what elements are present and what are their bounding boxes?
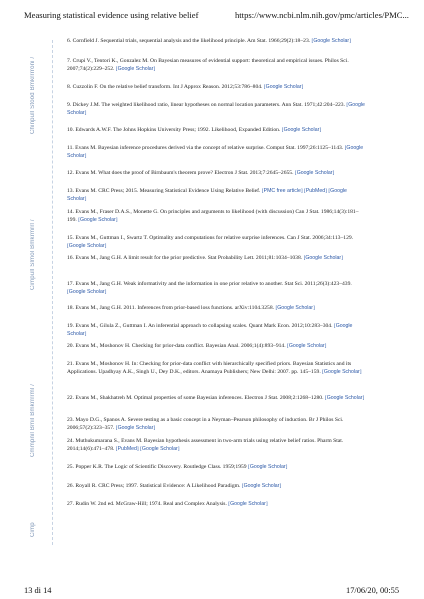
pubmed-link[interactable]: PubMed	[305, 188, 326, 194]
google-scholar-link[interactable]: Google Scholar	[243, 483, 280, 489]
reference-text: 18. Evans M., Jang G.H. 2011. Inferences from prior-based loss functions. arXiv:1104.3258.	[67, 305, 275, 311]
google-scholar-link[interactable]: Google Scholar	[265, 84, 302, 90]
browser-print-header	[0, 0, 424, 22]
reference-item: 23. Mayo D.G., Spanos A. Severe testing as a basic concept in a Neyman–Pearson philosophy of induction. Br J Philos Sci. 2006;57(2):323–357. [Google Scholar]	[67, 417, 344, 431]
reference-text: 26. Royall R. CRC Press; 1997. Statistical Evidence: A Likelihood Paradigm.	[67, 483, 241, 489]
reference-text: 20. Evans M., Moshonov H. Checking for prior-data conflict. Bayesian Anal. 2006;1(4):893–914.	[67, 343, 286, 349]
reference-item: 14. Evans M., Fraser D.A.S., Monette G. On principles and arguments to likelihood (with discussion) Can J Stat. 1986;14(3):181–199. [Google Scholar]	[67, 209, 359, 223]
google-scholar-link[interactable]: Google Scholar	[80, 216, 116, 223]
reference-text: 6. Cornfield J. Sequential trials, sequential analysis and the likelihood principle. Am Stat. 1966;29(2):18–23.	[67, 38, 311, 44]
reference-text: 19. Evans M., Gilula Z., Guttman I. An inferential approach to collapsing scales. Quant Mark Econ. 2012;10:283–304.	[67, 323, 333, 329]
google-scholar-link[interactable]: Google Scholar	[67, 102, 365, 116]
reference-text: 7. Crupi V., Tentori K., Gonzalez M. On Bayesian measures of evidential support: theoretical and empirical issues. Philos Sci. 2007;74(2):229–252.	[67, 58, 349, 72]
reference-text: 23. Mayo D.G., Spanos A. Severe testing as a basic concept in a Neyman–Pearson philosophy of induction. Br J Philos Sci. 2006;57(2):323–357.	[67, 417, 344, 431]
reference-item: 19. Evans M., Gilula Z., Guttman I. An inferential approach to collapsing scales. Quant Mark Econ. 2012;10:283–304. [Google Scholar]	[67, 323, 353, 337]
sidebar-watermark	[30, 40, 53, 545]
page-number: 13 di 14	[24, 586, 52, 595]
reference-item: 15. Evans M., Guttman I., Swartz T. Optimality and computations for relative surprise inferences. Can J Stat. 2006;34:113–129. [Google Scholar]	[67, 235, 354, 249]
reference-item: 10. Edwards A.W.F. The Johns Hopkins University Press; 1992. Likelihood, Expanded Edition. [Google Scholar]	[67, 127, 322, 133]
reference-text: 22. Evans M., Shakhatreh M. Optimal properties of some Bayesian inferences. Electron J Stat. 2008;2:1268–1280.	[67, 395, 324, 401]
reference-item: 22. Evans M., Shakhatreh M. Optimal properties of some Bayesian inferences. Electron J Stat. 2008;2:1268–1280. [Google Scholar]	[67, 395, 365, 401]
google-scholar-link[interactable]: Google Scholar	[326, 395, 363, 401]
pubmed-link[interactable]: PubMed	[117, 445, 137, 452]
reference-item: 8. Cuzzolin F. On the relative belief transform. Int J Approx Reason. 2012;53:786–804. [Google Scholar]	[67, 84, 304, 90]
reference-item: 20. Evans M., Moshonov H. Checking for prior-data conflict. Bayesian Anal. 2006;1(4):893–914. [Google Scholar]	[67, 343, 327, 349]
reference-text: 21. Evans M., Moshonov H. In: Checking for prior-data conflict with hierarchically specified priors. Bayesian Statistics and its Applications. Upadhyay A.K., Singh U., Dey D.K., editors. Anamaya Publishers; New Delhi: 2007. pp. 145–159.	[67, 361, 352, 375]
google-scholar-link[interactable]: Google Scholar	[296, 170, 333, 176]
reference-item: 27. Rudin W. 2nd ed. McGraw-Hill; 1974. Real and Complex Analysis. [Google Scholar]	[67, 501, 268, 507]
reference-text: 10. Edwards A.W.F. The Johns Hopkins University Press; 1992. Likelihood, Expanded Edition.	[67, 127, 281, 133]
google-scholar-link[interactable]: Google Scholar	[67, 145, 364, 159]
reference-item: 17. Evans M., Jang G.H. Weak informativity and the information in one prior relative to another. Stat Sci. 2011;26(3):423–439. [Google Scholar]	[67, 281, 352, 295]
reference-item: 7. Crupi V., Tentori K., Gonzalez M. On Bayesian measures of evidential support: theoretical and empirical issues. Philos Sci. 2007;74(2):229–252. [Google Scholar]	[67, 58, 349, 72]
google-scholar-link[interactable]: Google Scholar	[117, 65, 154, 72]
sidebar-label: Chinpull Stood Bmkrrrroni /	[30, 56, 36, 134]
reference-text: 25. Popper K.R. The Logic of Scientific Discovery. Routledge Class. 1959;1959	[67, 464, 247, 470]
reference-item: 6. Cornfield J. Sequential trials, sequential analysis and the likelihood principle. Am Stat. 1966;29(2):18–23. [Google Scholar]	[67, 38, 351, 44]
reference-item: 13. Evans M. CRC Press; 2015. Measuring Statistical Evidence Using Relative Belief. [PMC free article] [PubMed] [Google Scholar]	[67, 188, 347, 202]
google-scholar-link[interactable]: Google Scholar	[313, 38, 350, 44]
reference-text: 17. Evans M., Jang G.H. Weak informativity and the information in one prior relative to another. Stat Sci. 2011;26(3):423–439.	[67, 281, 352, 287]
reference-text: 12. Evans M. What does the proof of Birnbaum's theorem prove? Electron J Stat. 2013;7:2645–2655.	[67, 170, 294, 176]
google-scholar-link[interactable]: Google Scholar	[305, 255, 342, 261]
pmc-free-article-link[interactable]: PMC free article	[263, 188, 301, 194]
google-scholar-link[interactable]: Google Scholar	[68, 242, 105, 249]
google-scholar-link[interactable]: Google Scholar	[67, 323, 353, 337]
reference-text: 16. Evans M., Jang G.H. A limit result for the prior predictive. Stat Probability Lett. 2011;81:1034–1038.	[67, 255, 303, 261]
reference-item: 25. Popper K.R. The Logic of Scientific Discovery. Routledge Class. 1959;1959 [Google Scholar]	[67, 464, 288, 470]
reference-item: 21. Evans M., Moshonov H. In: Checking for prior-data conflict with hierarchically specified priors. Bayesian Statistics and its Applications. Upadhyay A.K., Singh U., Dey D.K., editors. Anamaya Publishers; New Delhi: 2007. pp. 145–159. [Google Scholar]	[67, 361, 362, 375]
sidebar-label: Cmmpnil Bmil Bmkrrrrml /	[30, 383, 36, 457]
reference-item: 24. Muthukumarana S., Evans M. Bayesian hypothesis assessment in two-arm trials using relative belief ratios. Pharm Stat. 2014;14(6):471–478. [PubMed] [Google Scholar]	[67, 438, 344, 452]
google-scholar-link[interactable]: Google Scholar	[249, 464, 286, 470]
google-scholar-link[interactable]: Google Scholar	[68, 288, 105, 295]
reference-item: 11. Evans M. Bayesian inference procedures derived via the concept of relative surprise. Comput Stat. 1997;26:1125–1143. [Google Scholar]	[67, 145, 364, 159]
reference-text: 8. Cuzzolin F. On the relative belief transform. Int J Approx Reason. 2012;53:786–804.	[67, 84, 263, 90]
reference-item: 12. Evans M. What does the proof of Birnbaum's theorem prove? Electron J Stat. 2013;7:2645–2655. [Google Scholar]	[67, 170, 335, 176]
page-title: Measuring statistical evidence using relative belief	[24, 10, 199, 20]
google-scholar-link[interactable]: Google Scholar	[141, 445, 178, 452]
google-scholar-link[interactable]: Google Scholar	[67, 188, 347, 202]
reference-text: 15. Evans M., Guttman I., Swartz T. Optimality and computations for relative surprise inferences. Can J Stat. 2006;34:113–129.	[67, 235, 354, 241]
reference-text: 24. Muthukumarana S., Evans M. Bayesian hypothesis assessment in two-arm trials using relative belief ratios. Pharm Stat. 2014;14(6):471–478.	[67, 438, 344, 452]
reference-item: 18. Evans M., Jang G.H. 2011. Inferences from prior-based loss functions. arXiv:1104.3258. [Google Scholar]	[67, 305, 315, 311]
reference-text: 13. Evans M. CRC Press; 2015. Measuring Statistical Evidence Using Relative Belief.	[67, 188, 261, 194]
google-scholar-link[interactable]: Google Scholar	[230, 501, 266, 507]
google-scholar-link[interactable]: Google Scholar	[277, 305, 313, 311]
google-scholar-link[interactable]: Google Scholar	[283, 127, 320, 133]
sidebar-label: Cimp	[30, 522, 36, 538]
reference-item: 26. Royall R. CRC Press; 1997. Statistical Evidence: A Likelihood Paradigm. [Google Scholar]	[67, 483, 282, 489]
google-scholar-link[interactable]: Google Scholar	[323, 368, 360, 375]
reference-text: 11. Evans M. Bayesian inference procedures derived via the concept of relative surprise. Comput Stat. 1997;26:1125–1143.	[67, 145, 344, 151]
sidebar-label: Cimpull Slmol Bmkrmrrl /	[30, 219, 36, 291]
reference-text: 27. Rudin W. 2nd ed. McGraw-Hill; 1974. Real and Complex Analysis.	[67, 501, 227, 507]
reference-text: 9. Dickey J.M. The weighted likelihood ratio, linear hypotheses on normal location parameters. Ann Stat. 1971;42:204–223.	[67, 102, 345, 108]
page-url: https://www.ncbi.nlm.nih.gov/pmc/articles/PMC...	[235, 10, 409, 20]
google-scholar-link[interactable]: Google Scholar	[288, 343, 325, 349]
reference-item: 9. Dickey J.M. The weighted likelihood ratio, linear hypotheses on normal location parameters. Ann Stat. 1971;42:204–223. [Google Scholar]	[67, 102, 365, 116]
print-datetime: 17/06/20, 00:55	[346, 586, 400, 595]
reference-text: 14. Evans M., Fraser D.A.S., Monette G. On principles and arguments to likelihood (with discussion) Can J Stat. 1986;14(3):181–199.	[67, 209, 359, 223]
reference-item: 16. Evans M., Jang G.H. A limit result for the prior predictive. Stat Probability Lett. 2011;81:1034–1038. [Google Scholar]	[67, 255, 343, 261]
google-scholar-link[interactable]: Google Scholar	[117, 424, 154, 431]
